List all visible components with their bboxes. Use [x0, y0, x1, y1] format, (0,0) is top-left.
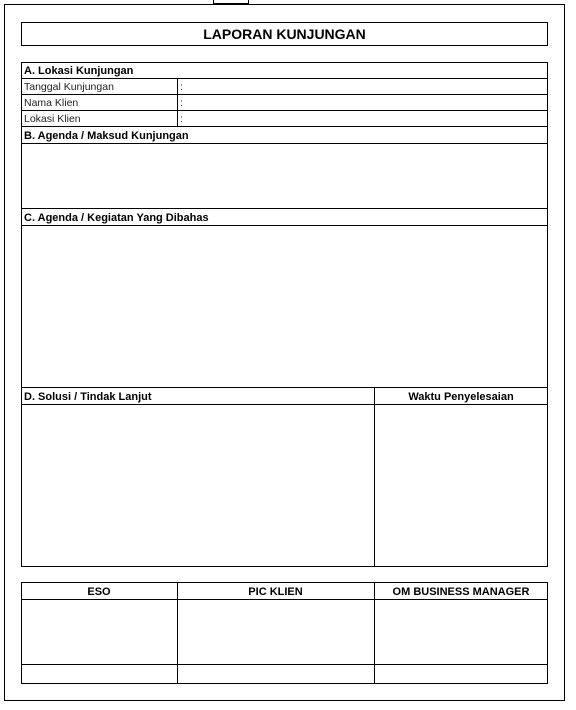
signature-name-eso[interactable] [22, 665, 176, 683]
field-label-lokasi-klien: Lokasi Klien [24, 113, 81, 125]
signature-area-pic-klien[interactable] [178, 600, 373, 663]
section-c-content-area[interactable] [22, 226, 547, 386]
signature-header-eso: ESO [87, 586, 111, 598]
section-c-end [21, 387, 548, 388]
field-sep-lokasi-klien: : [180, 113, 183, 125]
section-b-content-area[interactable] [22, 144, 547, 207]
section-b-heading: B. Agenda / Maksud Kunjungan [24, 130, 189, 142]
signature-name-om-business-manager[interactable] [375, 665, 547, 683]
row-divider [21, 126, 548, 127]
signature-header-pic-klien: PIC KLIEN [248, 586, 303, 598]
waktu-penyelesaian-heading: Waktu Penyelesaian [408, 391, 514, 403]
section-a-column-divider [177, 78, 178, 126]
report-title: LAPORAN KUNJUNGAN [203, 26, 366, 42]
section-b-end [21, 208, 548, 209]
field-label-tanggal: Tanggal Kunjungan [24, 81, 114, 93]
section-c-heading: C. Agenda / Kegiatan Yang Dibahas [24, 212, 209, 224]
section-d-heading: D. Solusi / Tindak Lanjut [24, 391, 152, 403]
row-divider [21, 110, 548, 111]
field-sep-tanggal: : [180, 81, 183, 93]
waktu-penyelesaian-area[interactable] [375, 405, 547, 566]
field-sep-nama-klien: : [180, 97, 183, 109]
signature-header-om-business-manager: OM BUSINESS MANAGER [392, 586, 530, 598]
section-a-heading: A. Lokasi Kunjungan [24, 65, 134, 77]
field-label-nama-klien: Nama Klien [24, 97, 79, 109]
row-divider [21, 94, 548, 95]
signature-area-om-business-manager[interactable] [375, 600, 547, 663]
signature-area-eso[interactable] [22, 600, 176, 663]
section-a-divider [21, 78, 548, 79]
signature-name-pic-klien[interactable] [178, 665, 373, 683]
section-d-content-area[interactable] [22, 405, 373, 566]
